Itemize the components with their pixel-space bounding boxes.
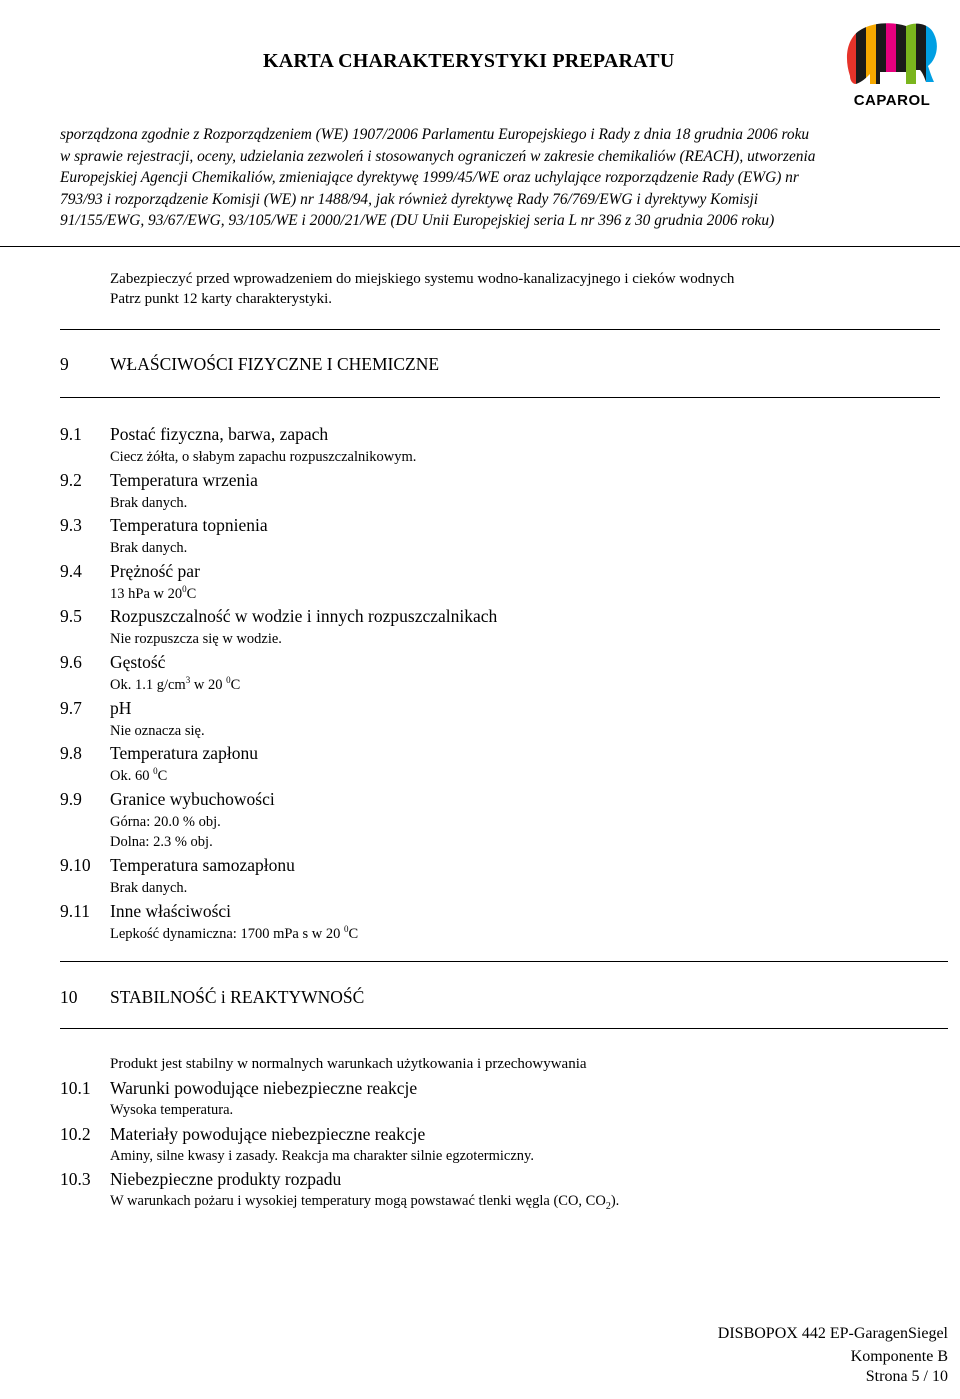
drainage-warning: Zabezpieczyć przed wprowadzeniem do miejskiego systemu wodno-kanalizacyjnego i cieków wodnych — [110, 271, 735, 287]
see-point-12-note: Patrz punkt 12 karty charakterystyki. — [110, 291, 333, 307]
item-number: 9.10 — [60, 855, 91, 876]
footer-page-number: Strona 5 / 10 — [865, 1368, 948, 1385]
item-value: Nie oznacza się. — [110, 722, 205, 739]
item-label: Temperatura zapłonu — [110, 743, 258, 764]
item-value: Brak danych. — [110, 880, 188, 897]
item-number: 9.1 — [60, 424, 82, 444]
item-number: 9.8 — [60, 743, 82, 764]
regulation-notice-line: 91/155/EWG, 93/67/EWG, 93/105/WE i 2000/21/WE (DU Unii Europejskiej seria L nr 396 z 30 grudnia 2006 roku) — [60, 212, 775, 229]
item-number: 9.6 — [60, 652, 82, 672]
section-10-title: STABILNOŚĆ i REAKTYWNOŚĆ — [110, 987, 365, 1007]
logo-wordmark: CAPAROL — [853, 92, 931, 109]
header-divider — [0, 246, 960, 247]
divider — [60, 329, 940, 330]
item-label: pH — [110, 697, 132, 718]
footer-product-name: DISBOPOX 442 EP-GaragenSiegel — [717, 1325, 948, 1342]
regulation-notice-line: 793/93 i rozporządzenie Komisji (WE) nr 1488/94, jak również dyrektywę Rady 76/769/EWG i dyrektywy Komisji — [60, 190, 759, 208]
item-value: Wysoka temperatura. — [110, 1102, 234, 1118]
item-number: 9.9 — [60, 788, 82, 809]
item-value: Ok. 1.1 $g/cm^3$ w 20 $^0$C — [110, 675, 241, 693]
item-value: Lepkość dynamiczna: 1700 mPa s w 20 $^0$C — [110, 924, 359, 942]
item-number: 9.3 — [60, 515, 82, 536]
item-number: 9.11 — [60, 901, 90, 921]
regulation-notice — [60, 124, 815, 232]
regulation-notice-line: sporządzona zgodnie z Rozporządzeniem (WE) 1907/2006 Parlamentu Europejskiego i Rady z dnia 18 grudnia 2006 roku — [60, 126, 810, 143]
regulation-notice-line: w sprawie rejestracji, oceny, udzielania zezwoleń i stosowanych ograniczeń w zakresie chemikaliów (REACH), utworzenia — [60, 147, 816, 165]
item-label: Temperatura topnienia — [110, 515, 268, 536]
item-value: 13 hPa w $20^0C$ — [110, 583, 197, 602]
document-title: KARTA CHARAKTERYSTYKI PREPARATU — [263, 50, 675, 72]
section-10-number: 10 — [60, 987, 78, 1007]
item-number: 10.2 — [60, 1123, 91, 1144]
item-label: Rozpuszczalność w wodzie i innych rozpuszczalnikach — [110, 606, 498, 627]
divider — [60, 397, 940, 398]
divider — [60, 1028, 948, 1029]
elephant-logo-icon — [836, 18, 948, 92]
item-value: Nie rozpuszcza się w wodzie. — [110, 631, 282, 648]
item-number: 9.5 — [60, 606, 82, 627]
caparol-logo — [836, 18, 948, 114]
item-label: Granice wybuchowości — [110, 788, 275, 809]
item-value: Brak danych. — [110, 494, 188, 511]
item-label: Gęstość — [110, 652, 166, 672]
item-value: Górna: 20.0 % obj. — [110, 813, 221, 830]
item-label: Temperatura wrzenia — [110, 469, 258, 490]
stability-statement: Produkt jest stabilny w normalnych warunkach użytkowania i przechowywania — [110, 1056, 587, 1072]
item-label: Materiały powodujące niebezpieczne reakcje — [110, 1123, 426, 1144]
item-label: Niebezpieczne produkty rozpadu — [110, 1169, 342, 1190]
section-9-number: 9 — [60, 354, 69, 374]
item-value: W warunkach pożaru i wysokiej temperatury mogą powstawać tlenki węgla (CO, $CO_2$). — [110, 1193, 620, 1213]
section-9-title: WŁAŚCIWOŚCI FIZYCZNE I CHEMICZNE — [110, 354, 440, 374]
item-label: Prężność par — [110, 560, 200, 581]
item-number: 10.1 — [60, 1078, 91, 1098]
item-value: Brak danych. — [110, 540, 188, 557]
item-label: Inne właściwości — [110, 901, 232, 921]
item-label: Temperatura samozapłonu — [110, 855, 295, 876]
item-number: 9.2 — [60, 469, 82, 490]
item-value: Aminy, silne kwasy i zasady. Reakcja ma charakter silnie egzotermiczny. — [110, 1147, 534, 1164]
item-number: 10.3 — [60, 1169, 91, 1190]
footer-component: Komponente B — [850, 1348, 948, 1365]
item-number: 9.4 — [60, 560, 82, 581]
item-label: Postać fizyczna, barwa, zapach — [110, 424, 329, 444]
item-value: Ok. 60 $^0$C — [110, 766, 168, 785]
regulation-notice-line: Europejskiej Agencji Chemikaliów, zmieniające dyrektywę 1999/45/WE oraz uchylające rozporządzenie Rady (EWG) nr — [60, 169, 799, 186]
divider — [60, 961, 948, 962]
item-value: Ciecz żółta, o słabym zapachu rozpuszczalnikowym. — [110, 449, 417, 465]
item-value: Dolna: 2.3 % obj. — [110, 833, 213, 850]
item-number: 9.7 — [60, 697, 82, 718]
item-label: Warunki powodujące niebezpieczne reakcje — [110, 1078, 418, 1098]
